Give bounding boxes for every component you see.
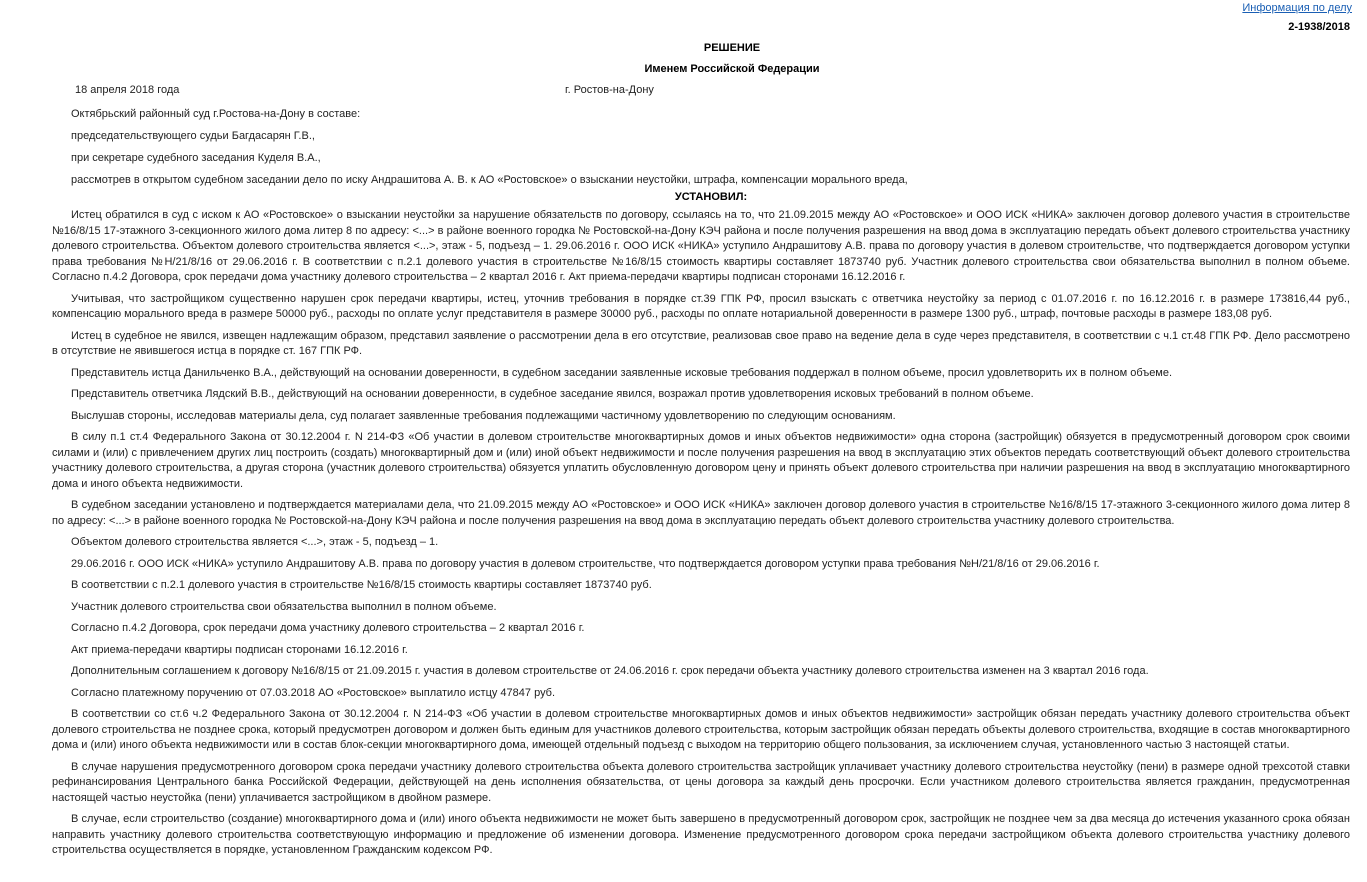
paragraph: Истец в судебное не явился, извещен надлежащим образом, представил заявление о рассмотрении дела в его отсутствие, реализовав свое право на ведение дела в суде через представителя, в соответствии с ч.1 ст.48 ГПК РФ. Дело рассмотрено в отсутствие не явившегося истца в порядке ст. 167 ГПК РФ. [52, 329, 1350, 357]
paragraph: Дополнительным соглашением к договору №16/8/15 от 21.09.2015 г. участия в долевом строительстве от 24.06.2016 г. срок передачи объекта участнику долевого строительства изменен на 3 квартал 2016 года. [71, 665, 1149, 677]
paragraph: В судебном заседании установлено и подтверждается материалами дела, что 21.09.2015 между АО «Ростовское» и ООО ИСК «НИКА» заключен договор долевого участия в строительстве №16/8/15 17-этажного 3-секционного жилого дома литер 8 по адресу: <...> в районе военного городка № Ростовской-на-Дону КЭЧ района и после получения разрешения на ввод дома в эксплуатацию передать объект долевого строительства участнику долевого строительства. [52, 499, 1350, 527]
paragraph: Объектом долевого строительства является <...>, этаж - 5, подъезд – 1. [71, 536, 439, 548]
paragraph: Выслушав стороны, исследовав материалы дела, суд полагает заявленные требования подлежащими частичному удовлетворению по следующим основаниям. [71, 409, 896, 422]
intro-line: рассмотрев в открытом судебном заседании дело по иску Андрашитова А. В. к АО «Ростовское» о взыскании неустойки, штрафа, компенсации морального вреда, [71, 174, 908, 186]
intro-line: председательствующего судьи Багдасарян Г.В., [71, 130, 315, 142]
decision-city: г. Ростов-на-Дону [565, 84, 654, 96]
paragraph: Представитель ответчика Лядский В.В., действующий на основании доверенности, в судебное заседание явился, возражал против удовлетворения исковых требований в полном объеме. [71, 388, 1034, 400]
paragraph: Согласно платежному поручению от 07.03.2018 АО «Ростовское» выплатило истцу 47847 руб. [71, 686, 556, 699]
decision-date: 18 апреля 2018 года [75, 84, 180, 96]
established-heading: УСТАНОВИЛ: [674, 191, 748, 203]
paragraph: Истец обратился в суд с иском к АО «Ростовское» о взыскании неустойки за нарушение обязательств по договору, ссылаясь на то, что 21.09.2015 между АО «Ростовское» и ООО ИСК «НИКА» заключен договор долевого участия в строительстве №16/8/15 17-этажного 3-секционного жилого дома литер 8 по адресу: <...> в районе военного городка № Ростовской-на-Дону КЭЧ района и после получения разрешения на ввод дома в эксплуатацию передать объект долевого строительства участнику долевого строительства. Объектом долевого строительства является <...>, этаж - 5, подъезд – 1. 29.06.2016 г. ООО ИСК «НИКА» уступило Андрашитову А.В. права по договору участия в долевом строительстве, что подтверждается договором уступки права требования №Н/21/8/16 от 29.06.2016 г. В соответствии с п.2.1 долевого участия в строительстве №16/8/15 стоимость квартиры составляет 1873740 руб. Участник долевого строительства свои обязательства выполнил в полном объеме. Согласно п.4.2 Договора, срок передачи дома участнику долевого строительства – 2 квартал 2016 г. Акт приема-передачи квартиры подписан сторонами 16.12.2016 г. [52, 209, 1350, 283]
paragraph: Согласно п.4.2 Договора, срок передачи дома участнику долевого строительства – 2 квартал 2016 г. [71, 622, 585, 634]
paragraph: Акт приема-передачи квартиры подписан сторонами 16.12.2016 г. [71, 643, 408, 656]
paragraph: В силу п.1 ст.4 Федерального Закона от 30.12.2004 г. N 214-ФЗ «Об участии в долевом строительстве многоквартирных домов и иных объектов недвижимости» одна сторона (застройщик) обязуется в предусмотренный договором срок своими силами и (или) с привлечением других лиц построить (создать) многоквартирный дом и (или) иной объект недвижимости и после получения разрешения на ввод в эксплуатацию этих объектов передать соответствующий объект долевого строительства участнику долевого строительства, а другая сторона (участник долевого строительства) обязуется уплатить обусловленную договором цену и принять объект долевого строительства при наличии разрешения на ввод в эксплуатацию многоквартирного дома и иного объекта недвижимости. [52, 431, 1350, 490]
paragraph: Учитывая, что застройщиком существенно нарушен срок передачи квартиры, истец, уточнив требования в порядке ст.39 ГПК РФ, просил взыскать с ответчика неустойку за период с 01.07.2016 г. по 16.12.2016 г. в размере 173816,44 руб., компенсацию морального вреда в размере 50000 руб., расходы по оплате услуг представителя в размере 30000 руб., расходы по оплате нотариальной доверенности в размере 1300 руб., штраф, почтовые расходы в размере 183,08 руб. [52, 292, 1350, 320]
case-number: 2-1938/2018 [1288, 21, 1350, 33]
intro-line: при секретаре судебного заседания Куделя В.А., [71, 152, 321, 164]
paragraph: В соответствии с п.2.1 долевого участия в строительстве №16/8/15 стоимость квартиры составляет 1873740 руб. [71, 579, 652, 591]
court-decision-document [52, 38, 1350, 865]
paragraph: В соответствии со ст.6 ч.2 Федерального Закона от 30.12.2004 г. N 214-ФЗ «Об участии в долевом строительстве многоквартирных домов и иных объектов недвижимости» застройщик обязан передать участнику долевого строительства объект долевого строительства не позднее срока, который предусмотрен договором и должен быть единым для участников долевого строительства, которым застройщик обязан передать объекты долевого строительства, входящие в состав многоквартирного дома и (или) иного объекта недвижимости или в состав блок-секции многоквартирного дома, имеющей отдельный подъезд с выходом на территорию общего пользования, за исключением случая, установленного частью 3 настоящей статьи. [52, 708, 1350, 751]
paragraph: В случае, если строительство (создание) многоквартирного дома и (или) иного объекта недвижимости не может быть завершено в предусмотренный договором срок, застройщик не позднее чем за два месяца до истечения указанного срока обязан направить участнику долевого строительства соответствующую информацию и предложение об изменении договора. Изменение предусмотренного договором срока передачи застройщиком объекта долевого строительства участнику долевого строительства осуществляется в порядке, установленном Гражданским кодексом РФ. [52, 813, 1350, 856]
case-info-link[interactable]: Информация по делу [1242, 2, 1352, 14]
paragraph: Участник долевого строительства свои обязательства выполнил в полном объеме. [71, 600, 497, 613]
paragraph: 29.06.2016 г. ООО ИСК «НИКА» уступило Андрашитову А.В. права по договору участия в долевом строительстве, что подтверждается договором уступки права требования №Н/21/8/16 от 29.06.2016 г. [71, 557, 1100, 570]
document-subtitle: Именем Российской Федерации [644, 63, 820, 75]
document-title: РЕШЕНИЕ [703, 42, 761, 54]
date-place-row [52, 84, 1350, 98]
intro-line: Октябрьский районный суд г.Ростова-на-Дону в составе: [71, 108, 361, 120]
paragraph: В случае нарушения предусмотренного договором срока передачи участнику долевого строительства объекта долевого строительства застройщик уплачивает участнику долевого строительства неустойку (пени) в размере одной трехсотой ставки рефинансирования Центрального банка Российской Федерации, действующей на день исполнения обязательства, от цены договора за каждый день просрочки. Если участником долевого строительства является гражданин, предусмотренная настоящей частью неустойка (пени) уплачивается застройщиком в двойном размере. [52, 760, 1350, 804]
paragraph: Представитель истца Данильченко В.А., действующий на основании доверенности, в судебном заседании заявленные исковые требования поддержал в полном объеме, просил удовлетворить их в полном объеме. [71, 366, 1173, 379]
